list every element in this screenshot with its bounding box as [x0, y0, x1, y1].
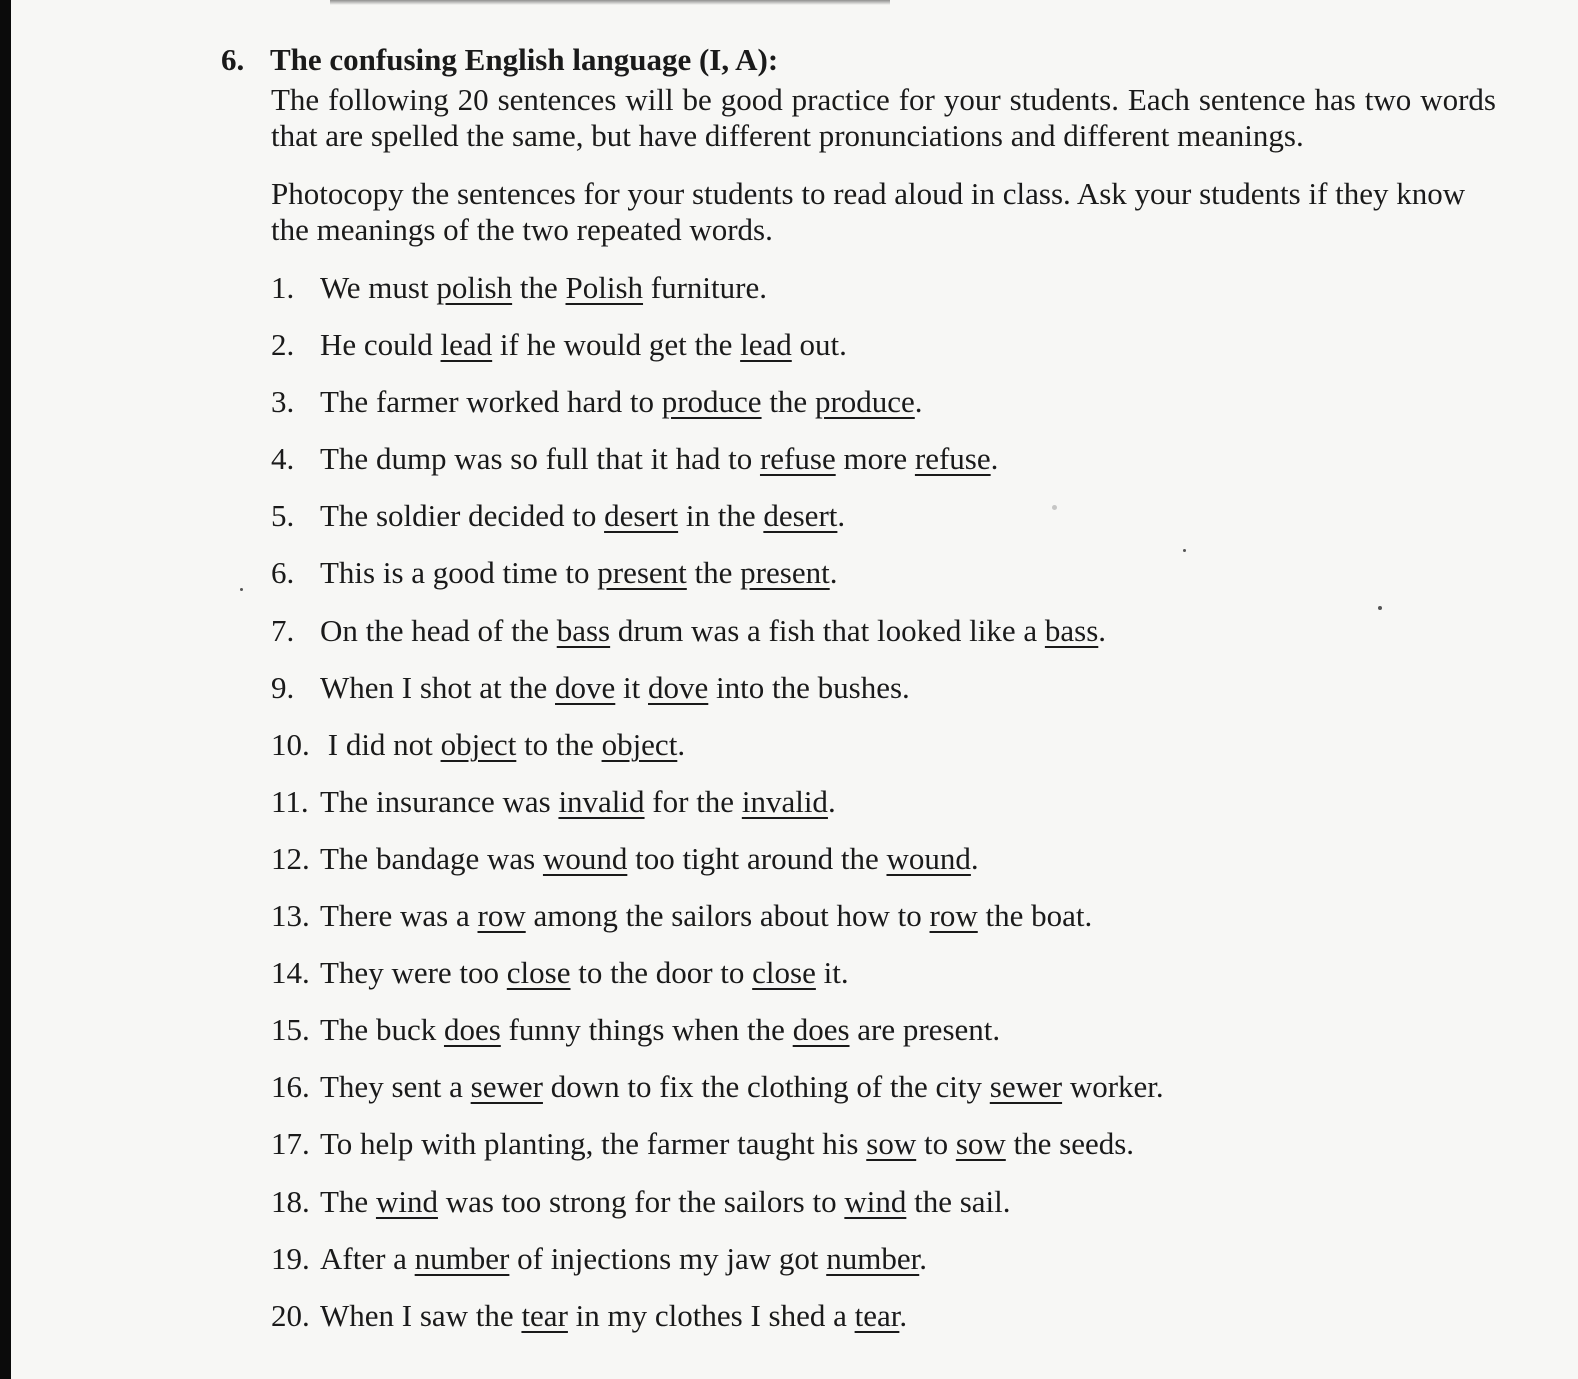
scan-speck — [1378, 606, 1382, 610]
sentence-text: He could — [320, 327, 441, 363]
underlined-word: refuse — [914, 441, 991, 477]
sentence-text: We must — [320, 270, 437, 305]
scan-top-cropped-text — [330, 0, 890, 5]
underlined-word: refuse — [759, 441, 836, 477]
underlined-word: produce — [661, 384, 762, 420]
sentence-text: The dump was so full that it had to — [320, 441, 760, 477]
sentence-text: . — [677, 726, 686, 762]
sentence-text: . — [899, 1297, 908, 1333]
sentence-text: The soldier decided to — [320, 498, 605, 534]
sentence-text: . — [990, 441, 999, 477]
sentence-number: 11. — [271, 783, 309, 819]
sentence-text: When I saw the — [320, 1297, 522, 1333]
sentence-text: . — [919, 1240, 927, 1276]
sentence-text: more — [835, 441, 915, 477]
sentence-text: The bandage was — [320, 840, 543, 876]
underlined-word: row — [477, 898, 526, 934]
sentence-text: it. — [815, 955, 849, 991]
sentence-text: The farmer worked hard to — [320, 384, 662, 420]
intro-paragraph: The following 20 sentences will be good practice for your students. Each sentence has two words that are spelled the same, but have different pronunciations and different meanings. — [271, 82, 1496, 153]
scan-speck — [240, 588, 243, 591]
underlined-word: present — [597, 555, 687, 591]
sentence-text: if he would get the — [492, 327, 741, 363]
sentence-text: in my clothes I shed a — [567, 1297, 855, 1333]
underlined-word: wind — [844, 1183, 907, 1219]
underlined-word: bass — [556, 612, 611, 648]
underlined-word: sow — [955, 1126, 1006, 1162]
section-heading — [221, 38, 1521, 82]
sentence-text: They were too — [320, 955, 507, 991]
underlined-word: sow — [866, 1126, 917, 1162]
sentence-number: 7. — [271, 612, 295, 648]
list-item — [271, 1241, 1164, 1298]
list-item — [271, 384, 1164, 441]
sentence-text: the — [686, 555, 741, 591]
sentence-text: furniture. — [643, 270, 767, 305]
sentence-number: 9. — [271, 669, 295, 705]
sentence-text: . — [1098, 612, 1107, 648]
sentence-number: 4. — [271, 441, 295, 477]
underlined-word: invalid — [558, 783, 645, 819]
sentence-text: to — [916, 1126, 956, 1162]
sentence-text: the sail. — [906, 1183, 1011, 1219]
sentence-text: When I shot at the — [320, 669, 556, 705]
underlined-word: sewer — [989, 1069, 1063, 1105]
sentence-text: . — [827, 783, 836, 819]
section-number: 6. — [221, 42, 245, 77]
underlined-word: dove — [555, 669, 616, 705]
sentence-number: 19. — [271, 1240, 310, 1276]
sentence-text: The insurance was — [320, 783, 559, 819]
list-item — [271, 613, 1164, 670]
list-item — [271, 955, 1164, 1012]
sentence-text: in the — [678, 498, 764, 534]
sentence-text: On the head of the — [320, 612, 557, 648]
sentence-text: the seeds. — [1005, 1126, 1135, 1162]
sentence-number: 15. — [271, 1012, 310, 1048]
sentence-text: . — [829, 555, 838, 591]
sentence-number: 14. — [271, 955, 310, 991]
list-item — [271, 1126, 1164, 1183]
underlined-word: object — [440, 726, 517, 762]
list-item — [271, 555, 1164, 612]
underlined-word: tear — [854, 1297, 900, 1333]
sentence-text: funny things when the — [500, 1012, 793, 1048]
scan-speck — [1183, 549, 1186, 552]
list-item — [271, 441, 1164, 498]
sentence-text: To help with planting, the farmer taught his — [320, 1126, 867, 1162]
sentence-number: 5. — [271, 498, 295, 534]
sentence-text: the — [761, 384, 815, 420]
instruction-paragraph: Photocopy the sentences for your students to read aloud in class. Ask your students if they know the meanings of the two repeated words. — [271, 176, 1466, 247]
sentence-number: 18. — [271, 1183, 310, 1219]
sentence-text: among the sailors about how to — [525, 898, 930, 934]
underlined-word: bass — [1044, 612, 1099, 648]
underlined-word: Polish — [565, 270, 644, 305]
sentence-text: down to fix the clothing of the city — [542, 1069, 990, 1105]
list-item — [271, 498, 1164, 555]
sentence-number: 1. — [271, 270, 295, 305]
list-item — [271, 841, 1164, 898]
sentence-text: They sent a — [320, 1069, 471, 1105]
underlined-word: present — [740, 555, 830, 591]
sentence-text: out. — [791, 327, 847, 363]
sentence-text: I did not — [320, 726, 441, 762]
sentence-text: too tight around the — [627, 840, 887, 876]
sentence-text: to the door to — [570, 955, 753, 991]
sentence-text: to the — [516, 726, 602, 762]
list-item — [271, 327, 1164, 384]
underlined-word: number — [414, 1240, 510, 1276]
sentence-number: 12. — [271, 840, 310, 876]
underlined-word: wind — [375, 1183, 438, 1219]
sentence-text: . — [970, 840, 979, 876]
sentence-number: 13. — [271, 898, 310, 934]
list-item — [271, 670, 1164, 727]
scan-left-border — [0, 0, 11, 1379]
list-item — [271, 1184, 1164, 1241]
underlined-word: invalid — [741, 783, 828, 819]
underlined-word: close — [506, 955, 571, 991]
sentence-number: 17. — [271, 1126, 310, 1162]
underlined-word: lead — [440, 327, 493, 363]
sentence-text: of injections my jaw got — [509, 1240, 827, 1276]
sentence-text: worker. — [1062, 1069, 1164, 1105]
sentence-text: the boat. — [977, 898, 1093, 934]
section-title — [221, 38, 1521, 82]
sentence-text: There was a — [320, 898, 478, 934]
list-item — [271, 784, 1164, 841]
sentence-list — [271, 270, 1164, 1355]
sentence-text: the — [512, 270, 566, 305]
list-item — [271, 727, 1164, 784]
underlined-word: does — [792, 1012, 850, 1048]
underlined-word: wound — [886, 840, 971, 876]
underlined-word: wound — [542, 840, 628, 876]
list-item — [271, 1069, 1164, 1126]
sentence-number: 3. — [271, 384, 295, 420]
underlined-word: row — [929, 898, 978, 934]
list-item — [271, 1012, 1164, 1069]
list-item — [271, 898, 1164, 955]
sentence-text: it — [615, 669, 649, 705]
underlined-word: desert — [763, 498, 838, 534]
sentence-text: The — [320, 1183, 376, 1219]
underlined-word: produce — [814, 384, 915, 420]
sentence-number: 10. — [271, 726, 310, 762]
underlined-word: dove — [648, 669, 709, 705]
sentence-number: 16. — [271, 1069, 310, 1105]
section-title-text: The confusing English language (I, A): — [270, 42, 779, 77]
sentence-text: into the bushes. — [708, 669, 910, 705]
underlined-word: does — [443, 1012, 501, 1048]
underlined-word: close — [752, 955, 816, 991]
sentence-text: are present. — [849, 1012, 1001, 1048]
sentence-text: After a — [320, 1240, 415, 1276]
sentence-text: for the — [644, 783, 742, 819]
sentence-text: . — [837, 498, 846, 534]
underlined-word: number — [826, 1240, 920, 1276]
sentence-number: 20. — [271, 1297, 310, 1333]
underlined-word: desert — [604, 498, 679, 534]
sentence-text: This is a good time to — [320, 555, 598, 591]
sentence-text: was too strong for the sailors to — [437, 1183, 845, 1219]
underlined-word: object — [601, 726, 678, 762]
underlined-word: tear — [521, 1297, 568, 1333]
underlined-word: polish — [436, 270, 513, 305]
list-item — [271, 270, 1164, 327]
sentence-number: 6. — [271, 555, 295, 591]
sentence-text: . — [914, 384, 923, 420]
sentence-text: The buck — [320, 1012, 444, 1048]
underlined-word: sewer — [470, 1069, 543, 1105]
sentence-text: drum was a fish that looked like a — [610, 612, 1045, 648]
list-item — [271, 1298, 1164, 1355]
sentence-number: 2. — [271, 327, 295, 363]
underlined-word: lead — [740, 327, 792, 363]
